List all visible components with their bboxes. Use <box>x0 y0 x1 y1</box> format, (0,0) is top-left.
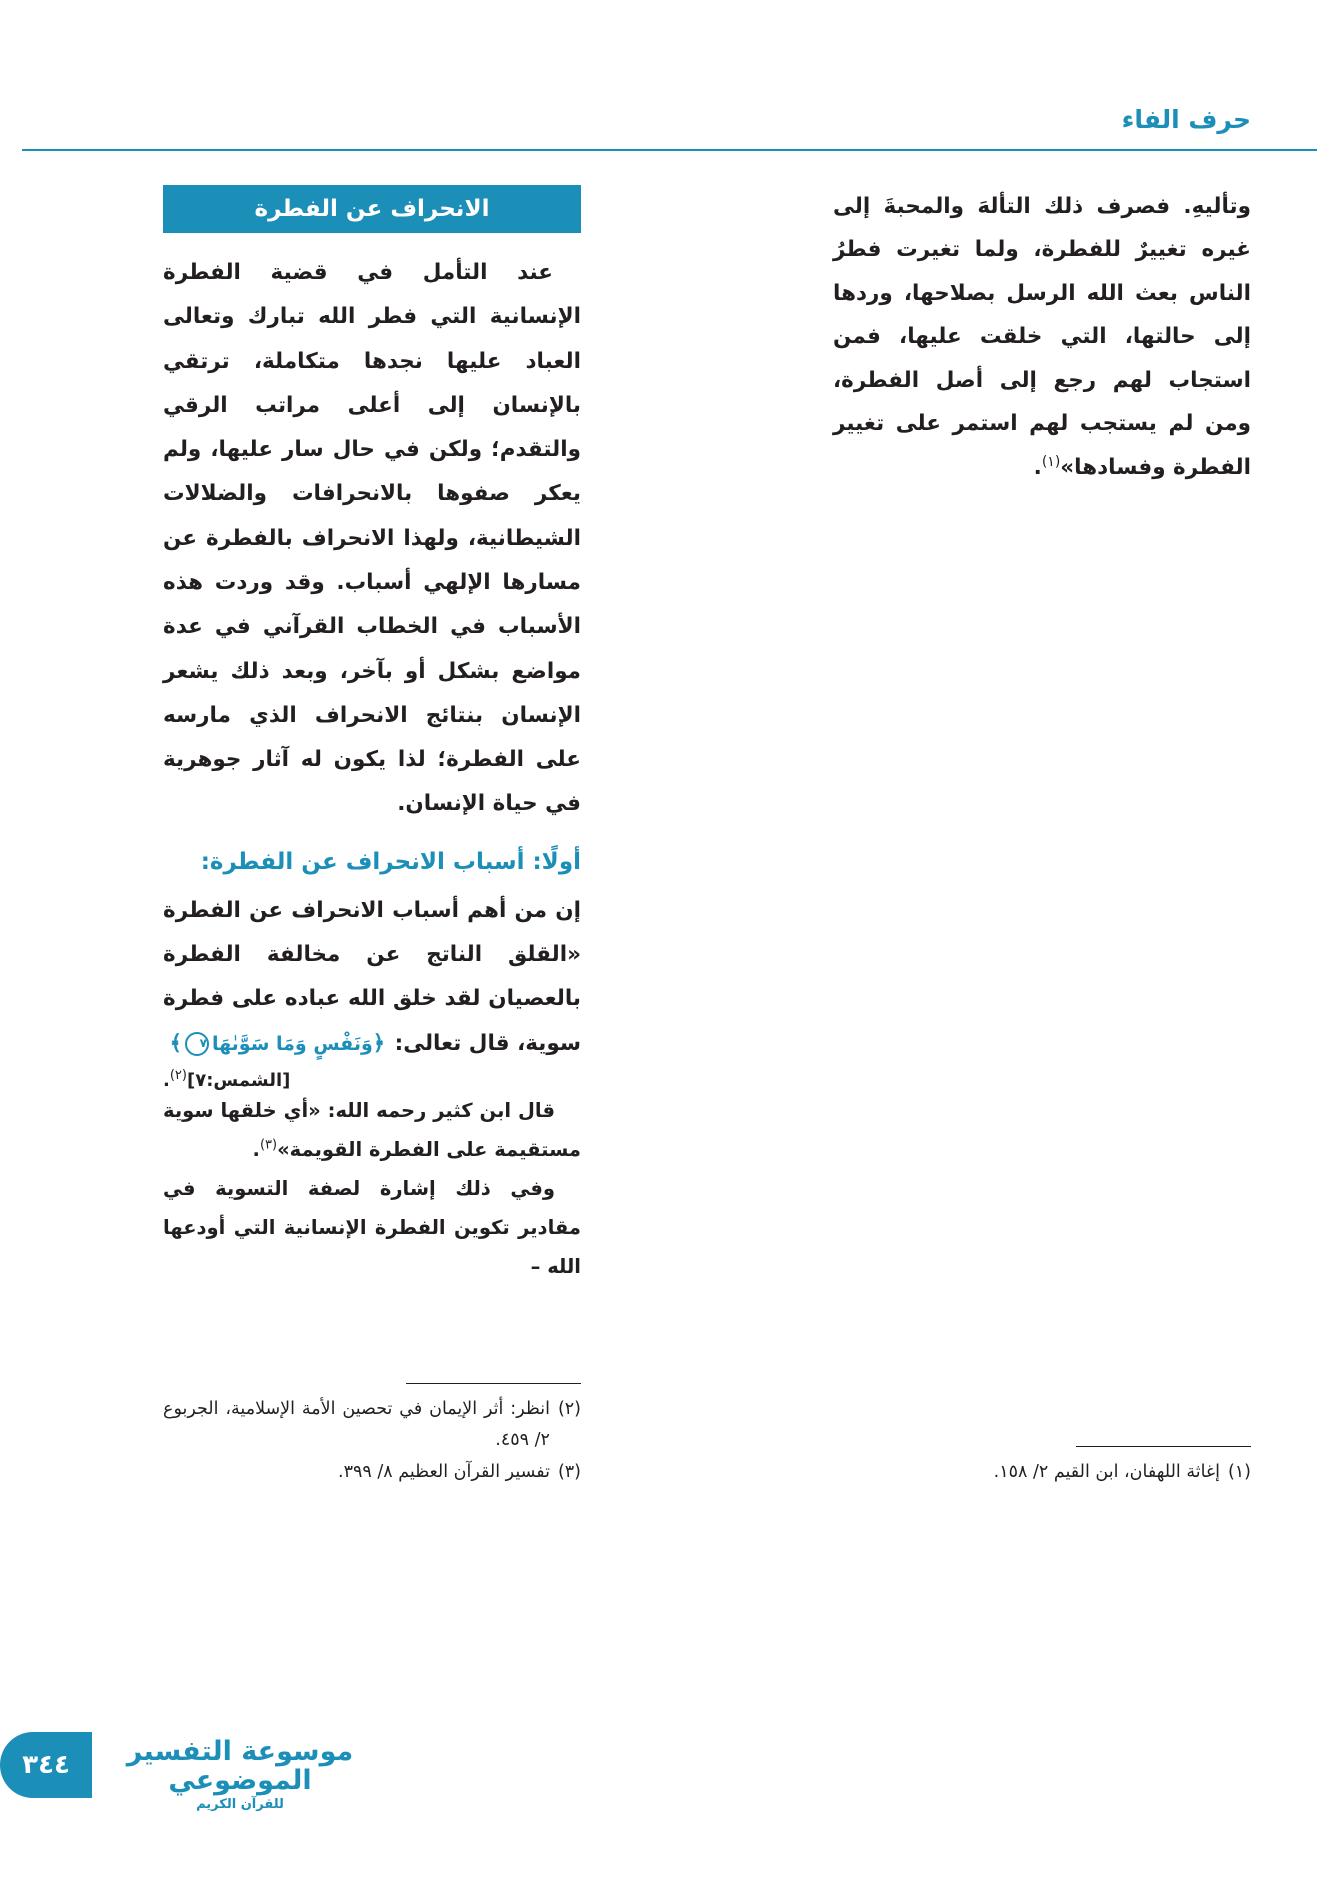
footnotes-right <box>833 1446 1251 1490</box>
verse-reference-tail: . <box>163 1069 170 1091</box>
footnote-number: (٣) <box>557 1462 581 1483</box>
page-number-badge: ٣٤٤ <box>0 1732 92 1798</box>
verse-open-brace: ﴿ <box>372 1030 386 1055</box>
page-title: حرف الفاء <box>1121 105 1251 134</box>
header-divider <box>22 149 1317 151</box>
footnote-text: إغاثة اللهفان، ابن القيم ٢/ ١٥٨. <box>993 1462 1220 1483</box>
section-banner: الانحراف عن الفطرة <box>163 185 581 233</box>
verse-reference: [الشمس:٧] <box>186 1069 291 1091</box>
footnote-number: (٢) <box>557 1399 581 1420</box>
verse-number: ٧ <box>185 1032 209 1056</box>
footnote-marker-1: (١) <box>1041 453 1061 470</box>
publisher-logo <box>110 1737 370 1812</box>
footnote-text: تفسير القرآن العظيم ٨/ ٣٩٩. <box>337 1462 550 1483</box>
column-right <box>833 185 1251 489</box>
page-header <box>0 105 1339 165</box>
column-left <box>163 185 581 1286</box>
footnote-number: (١) <box>1227 1462 1251 1483</box>
body-paragraph-3-text: قال ابن كثير رحمه الله: «أي خلقها سوية مستقيمة على الفطرة القويمة» <box>163 1098 581 1161</box>
body-paragraph-3 <box>163 1091 581 1169</box>
footnote-marker-3: (٣) <box>259 1137 278 1153</box>
footnote-item <box>163 1394 581 1455</box>
intro-paragraph-text: وتأليهِ. فصرف ذلك التألهَ والمحبةَ إلى غيره تغييرٌ للفطرة، ولما تغيرت فطرُ الناس بعث الله الرسل بصلاحها، وردها إلى حالتها، التي خلقت عليها، فمن استجاب لهم رجع إلى أصل الفطرة، ومن لم يستجب لهم استمر على تغيير الفطرة وفسادها» <box>833 194 1251 480</box>
footnote-divider-left <box>406 1383 581 1385</box>
body-paragraph-2 <box>163 889 581 1066</box>
body-paragraph-1: عند التأمل في قضية الفطرة الإنسانية التي فطر الله تبارك وتعالى العباد عليها نجدها متكاملة، ترتقي بالإنسان إلى أعلى مراتب الرقي والتقدم؛ ولكن في حال سار عليها، ولم يعكر صفوها بالانحرافات والضلالات الشيطانية، ولهذا الانحراف بالفطرة عن مسارها الإلهي أسباب. وقد وردت هذه الأسباب في الخطاب القرآني في عدة مواضع بشكل أو بآخر، وبعد ذلك يشعر الإنسان بنتائج الانحراف الذي مارسه على الفطرة؛ لذا يكون له آثار جوهرية في حياة الإنسان. <box>163 260 581 817</box>
footnote-item <box>163 1457 581 1488</box>
intro-paragraph <box>833 185 1251 489</box>
logo-main-text: موسوعة التفسير الموضوعي <box>126 1735 354 1797</box>
verse-text: وَنَفْسٍ وَمَا سَوَّىٰهَا <box>211 1032 373 1055</box>
verse-reference-line <box>163 1068 581 1091</box>
body-paragraph-3-tail: . <box>252 1137 260 1161</box>
footnote-item <box>833 1457 1251 1488</box>
subsection-heading: أولًا: أسباب الانحراف عن الفطرة: <box>200 848 581 875</box>
body-paragraph-2-text: إن من أهم أسباب الانحراف عن الفطرة «القلق الناتج عن مخالفة الفطرة بالعصيان لقد خلق الله عباده على فطرة سوية، قال تعالى: <box>163 897 581 1056</box>
verse-close-brace: ﴾ <box>169 1030 182 1055</box>
footnote-text: انظر: أثر الإيمان في تحصين الأمة الإسلامية، الجربوع ٢/ ٤٥٩. <box>163 1399 550 1450</box>
intro-paragraph-tail: . <box>1033 454 1042 480</box>
footnotes-left <box>163 1383 581 1490</box>
quran-verse <box>168 1022 387 1065</box>
logo-sub-text: للقرآن الكريم <box>196 1797 284 1812</box>
footnote-marker-2: (٢) <box>169 1067 187 1083</box>
body-paragraph-4: وفي ذلك إشارة لصفة التسوية في مقادير تكوين الفطرة الإنسانية التي أودعها الله – <box>163 1176 581 1278</box>
footnote-divider-right <box>1076 1446 1251 1448</box>
